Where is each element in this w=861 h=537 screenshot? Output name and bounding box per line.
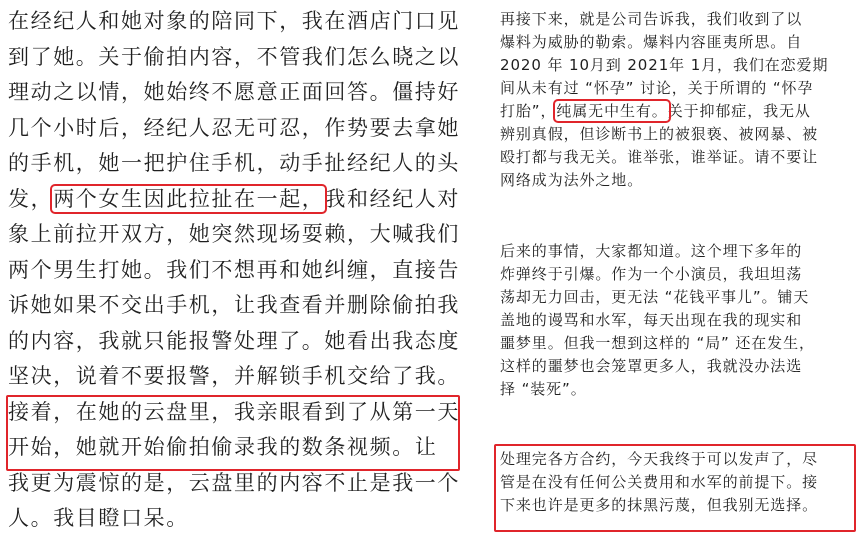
text-line (8, 253, 474, 289)
text-line (8, 501, 474, 537)
text-segment: 关于抑郁症，我无从 (667, 102, 811, 120)
text-segment: 网络成为法外之地。 (500, 171, 644, 189)
highlighted-text: 在她的云盘里，我亲眼看到了从第一天 (75, 399, 461, 424)
text-segment: 理动之以情，她始终不愿意正面回答。僵持好 (8, 80, 460, 104)
text-line (500, 100, 828, 123)
highlighted-text: 两个女生因此拉扯在一起， (53, 186, 325, 211)
text-segment: 间从未有过 “怀孕” 讨论，关于所谓的 “怀孕 (500, 79, 814, 97)
text-line (8, 182, 474, 218)
left-text-column (8, 4, 474, 537)
text-segment: 管是在没有任何公关费用和水军的前提下。接 (500, 473, 819, 491)
text-segment: 后来的事情，大家都知道。这个埋下多年的 (500, 242, 803, 260)
text-line (500, 123, 828, 146)
text-line (8, 395, 474, 431)
text-segment: 发， (8, 186, 54, 211)
text-line (8, 40, 474, 76)
text-line (8, 4, 474, 40)
text-line (8, 288, 474, 324)
text-line (8, 359, 474, 395)
text-segment: 噩梦里。但我一想到这样的 “局” 还在发生， (500, 334, 815, 352)
text-segment: 到了她。关于偷拍内容，不管我们怎么晓之以 (8, 44, 460, 69)
text-line (8, 217, 474, 253)
text-line (500, 31, 828, 54)
paragraph-aftermath (500, 240, 815, 401)
paragraph-extortion (500, 8, 828, 192)
text-line (8, 466, 474, 502)
text-segment: 盖地的谩骂和水军，每天出现在我的现实和 (500, 311, 803, 329)
text-line (500, 309, 815, 332)
text-segment: 让 (414, 435, 438, 459)
text-segment: 再接下来，就是公司告诉我，我们收到了以 (500, 10, 803, 28)
text-segment: 的手机，她一把护住手机，动手扯经纪人的头 (8, 151, 460, 175)
text-segment: 荡却无力回击，更无法 “花钱平事儿”。铺天 (500, 288, 810, 306)
text-segment: 象上前拉开双方，她突然现场耍赖，大喊我们 (8, 222, 460, 246)
text-segment: 择 “装死”。 (500, 380, 587, 398)
text-line (500, 378, 815, 401)
text-line (8, 324, 474, 360)
text-line (500, 8, 828, 31)
highlighted-text: 纯属无中生有。 (556, 102, 668, 120)
text-segment: 几个小时后，经纪人忍无可忍，作势要去拿她 (8, 115, 460, 140)
text-segment: 人。我目瞪口呆。 (8, 506, 189, 530)
text-line (500, 448, 818, 471)
column-gap (478, 0, 492, 532)
text-line (8, 146, 474, 182)
text-line (500, 77, 828, 100)
text-segment: 辨别真假，但诊断书上的被狠亵、被网暴、被 (500, 125, 819, 143)
text-segment: 接着， (8, 399, 76, 424)
text-segment: 2020 年 10月到 2021年 1月，我们在恋爱期 (500, 56, 829, 74)
highlighted-text: 开始，她就开始偷拍偷录我的数条视频。 (8, 435, 415, 459)
text-line (8, 430, 474, 466)
text-segment: 爆料为威胁的勒索。爆料内容匪夷所思。自 (500, 33, 803, 51)
text-segment: 坚决，说着不要报警，并解锁手机交给了我。 (8, 364, 460, 388)
text-line (500, 286, 815, 309)
text-segment: 炸弹终于引爆。作为一个小演员，我坦坦荡 (500, 265, 803, 283)
text-line (8, 111, 474, 147)
text-segment: 这样的噩梦也会笼罩更多人，我就没办法选 (500, 357, 803, 375)
text-line (500, 146, 828, 169)
text-line (500, 240, 815, 263)
text-line (500, 263, 815, 286)
text-segment: 处理完各方合约，今天我终于可以发声了，尽 (500, 450, 819, 468)
text-segment: 我和经纪人对 (324, 186, 461, 211)
text-segment: 我更为震惊的是，云盘里的内容不止是我一个 (8, 470, 460, 495)
text-segment: 两个男生打她。我们不想再和她纠缠，直接告 (8, 257, 460, 282)
text-segment: 殴打都与我无关。谁举张，谁举证。请不要让 (500, 148, 819, 166)
text-line (8, 75, 474, 111)
text-line (500, 471, 818, 494)
text-line (500, 332, 815, 355)
text-segment: 诉她如果不交出手机，让我查看并删除偷拍我 (8, 293, 460, 317)
text-segment: 下来也许是更多的抹黑污蔑，但我别无选择。 (500, 496, 819, 514)
paragraph-statement (500, 448, 818, 517)
text-line (500, 169, 828, 192)
text-segment: 的内容，我就只能报警处理了。她看出我态度 (8, 328, 460, 353)
text-line (500, 355, 815, 378)
text-line (500, 494, 818, 517)
text-segment: 在经纪人和她对象的陪同下，我在酒店门口见 (8, 9, 460, 33)
text-line (500, 54, 828, 77)
text-segment: 打胎”， (500, 102, 557, 120)
